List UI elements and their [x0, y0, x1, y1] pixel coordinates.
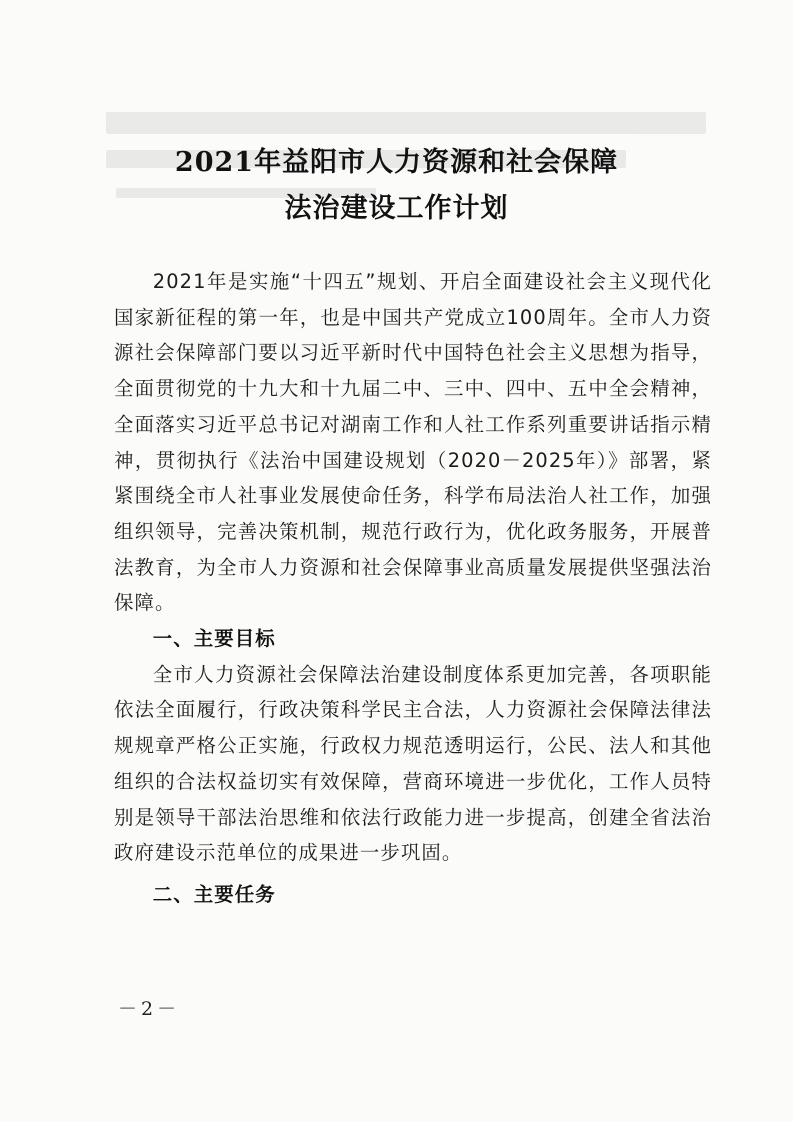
document-title-line2: 法治建设工作计划	[284, 193, 509, 224]
section-heading-main-goals: 一、主要目标	[152, 627, 276, 651]
document-title-line1: 2021年益阳市人力资源和社会保障	[174, 147, 619, 178]
page-number: －2－	[118, 998, 181, 1020]
main-goals-paragraph: 全市人力资源社会保障法治建设制度体系更加完善，各项职能依法全面履行，行政决策科学民主合法，人力资源社会保障法律法规规章严格公正实施，行政权力规范透明运行，公民、法人和其他组织的合法权益切实有效保障，营商环境进一步优化，工作人员特别是领导干部法治思维和依法行政能力进一步提高，创建全省法治政府建设示范单位的成果进一步巩固。	[114, 662, 712, 865]
section-heading-main-tasks: 二、主要任务	[152, 882, 276, 906]
document-body	[114, 264, 712, 913]
intro-paragraph: 2021年是实施“十四五”规划、开启全面建设社会主义现代化国家新征程的第一年，也是中国共产党成立100周年。全市人力资源社会保障部门要以习近平新时代中国特色社会主义思想为指导，全面贯彻党的十九大和十九届二中、三中、四中、五中全会精神，全面落实习近平总书记对湖南工作和人社工作系列重要讲话指示精神，贯彻执行《法治中国建设规划（2020－2025年）》部署，紧紧围绕全市人社事业发展使命任务，科学布局法治人社工作，加强组织领导，完善决策机制，规范行政行为，优化政务服务，开展普法教育，为全市人力资源和社会保障事业高质量发展提供坚强法治保障。	[114, 270, 712, 615]
